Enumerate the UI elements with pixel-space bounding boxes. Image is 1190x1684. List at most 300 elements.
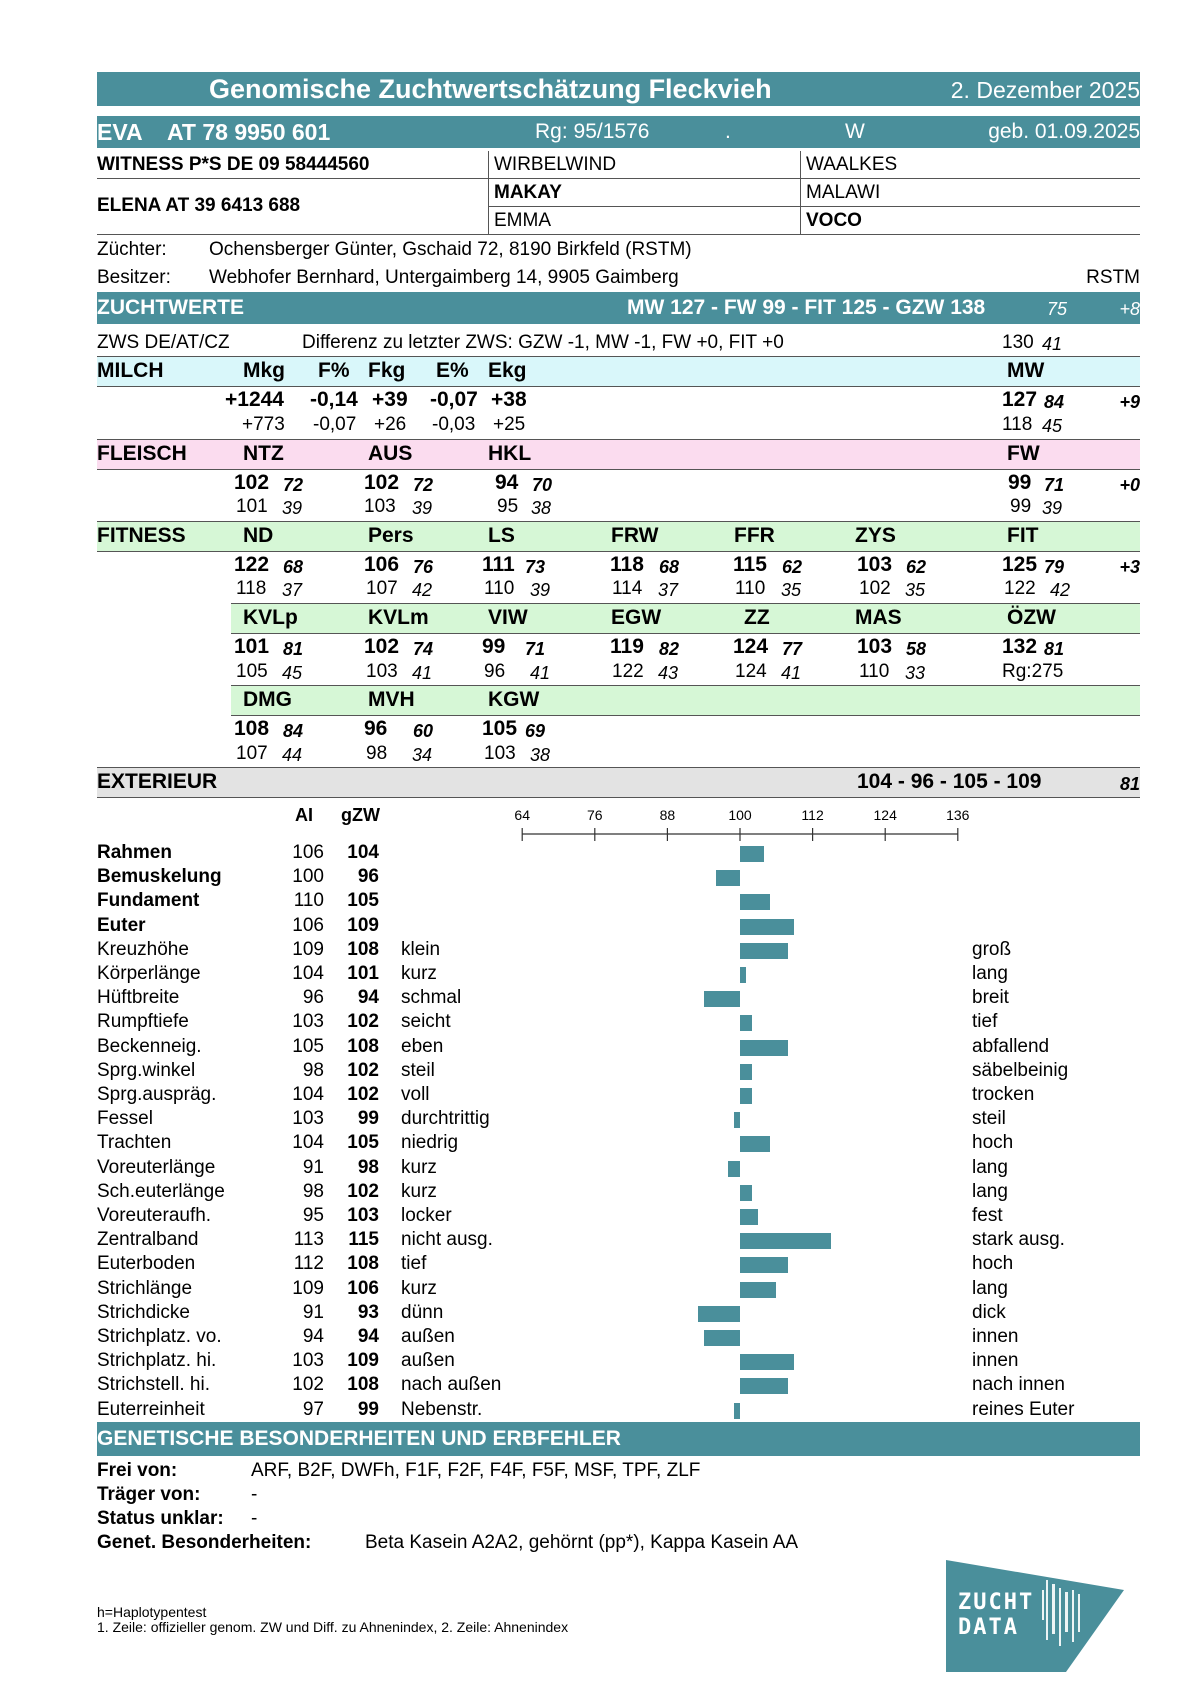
trait-high: innen bbox=[972, 1350, 1019, 1372]
fleisch-hkl-anc-rel: 38 bbox=[531, 498, 552, 518]
trait-high: steil bbox=[972, 1108, 1006, 1130]
fleisch-h-fw: FW bbox=[1007, 442, 1040, 465]
fitness-h-zz: ZZ bbox=[744, 606, 770, 629]
zws-diff: Differenz zu letzter ZWS: GZW -1, MW -1, FW +0, FIT +0 bbox=[302, 332, 784, 353]
ls: 111 bbox=[482, 553, 515, 576]
trait-ai: 113 bbox=[293, 1229, 324, 1251]
nd: 122 bbox=[234, 553, 270, 576]
trait-name: Rahmen bbox=[97, 842, 172, 863]
trait-gzw: 105 bbox=[347, 890, 379, 912]
fleisch-hkl: 94 bbox=[495, 471, 519, 494]
zys: 103 bbox=[857, 553, 893, 576]
trait-low: kurz bbox=[401, 1277, 437, 1299]
frw-rel: 68 bbox=[659, 557, 680, 577]
fleisch-hkl-rel: 70 bbox=[532, 475, 553, 495]
fitness-h-zys: ZYS bbox=[855, 524, 896, 547]
milch-fp-anc: -0,07 bbox=[313, 414, 357, 435]
trait-gzw: 94 bbox=[357, 987, 379, 1009]
fleisch-aus-anc-rel: 39 bbox=[412, 498, 433, 518]
trait-name: Kreuzhöhe bbox=[97, 938, 189, 960]
milch-h-ekg: Ekg bbox=[488, 359, 527, 382]
owner-org: RSTM bbox=[1086, 267, 1140, 288]
zw-rel: 75 bbox=[1047, 299, 1068, 319]
milch-h-fp: F% bbox=[318, 359, 350, 382]
trait-bar bbox=[740, 1257, 788, 1273]
trait-ai: 109 bbox=[292, 1277, 324, 1299]
trait-ai: 96 bbox=[302, 987, 324, 1009]
fleisch-h-hkl: HKL bbox=[488, 442, 532, 465]
ffr-anc-rel: 35 bbox=[781, 580, 802, 600]
trait-gzw: 93 bbox=[357, 1301, 379, 1323]
trait-bar bbox=[740, 1282, 776, 1298]
trait-name: Strichplatz. hi. bbox=[97, 1350, 217, 1372]
mvh-anc-rel: 34 bbox=[412, 745, 433, 765]
trait-gzw: 104 bbox=[347, 842, 379, 863]
trait-bar bbox=[740, 967, 746, 983]
trait-ai: 112 bbox=[293, 1253, 324, 1275]
zys-anc: 102 bbox=[859, 578, 891, 599]
trait-low: außen bbox=[401, 1326, 455, 1347]
kvlm-rel: 74 bbox=[413, 639, 434, 659]
trait-ai: 104 bbox=[292, 1084, 324, 1105]
milch-h-fkg: Fkg bbox=[368, 359, 406, 382]
trait-name: Zentralband bbox=[97, 1229, 199, 1251]
trait-low: dünn bbox=[401, 1301, 444, 1323]
pers: 106 bbox=[364, 553, 400, 576]
fit-rel: 79 bbox=[1044, 557, 1065, 577]
zw-summary: MW 127 - FW 99 - FIT 125 - GZW 138 bbox=[627, 296, 986, 319]
fleisch-h-ntz: NTZ bbox=[243, 442, 284, 465]
kgw: 105 bbox=[482, 717, 518, 740]
trait-name: Rumpftiefe bbox=[97, 1011, 189, 1033]
trait-gzw: 103 bbox=[347, 1205, 379, 1226]
trait-high: groß bbox=[972, 938, 1012, 960]
scale-tick-label: 136 bbox=[946, 807, 970, 823]
trait-high: dick bbox=[972, 1301, 1006, 1323]
trait-high: abfallend bbox=[972, 1035, 1050, 1057]
trait-gzw: 99 bbox=[357, 1108, 379, 1130]
unclear-value: - bbox=[251, 1508, 258, 1529]
carrier-label: Träger von: bbox=[97, 1484, 201, 1505]
mas: 103 bbox=[857, 635, 893, 658]
trait-ai: 110 bbox=[293, 890, 324, 912]
zw-diff: +8 bbox=[1119, 299, 1140, 319]
trait-bar bbox=[740, 1040, 788, 1056]
owner-label: Besitzer: bbox=[97, 267, 171, 288]
trait-bar bbox=[734, 1112, 740, 1128]
trait-bar bbox=[740, 1378, 788, 1394]
scale-tick-label: 64 bbox=[514, 807, 530, 823]
fitness-h-egw: EGW bbox=[611, 606, 662, 629]
dmg-rel: 84 bbox=[283, 721, 304, 741]
trait-high: stark ausg. bbox=[972, 1229, 1065, 1251]
trait-high: hoch bbox=[972, 1253, 1014, 1275]
dam-sire-dam: EMMA bbox=[494, 210, 551, 231]
milch-mw: 127 bbox=[1002, 388, 1038, 411]
trait-high: fest bbox=[972, 1205, 1003, 1226]
milch-mw-anc-rel: 45 bbox=[1042, 416, 1063, 436]
dam-dam-sire: VOCO bbox=[806, 210, 862, 231]
trait-low: außen bbox=[401, 1350, 455, 1372]
trait-ai: 104 bbox=[292, 963, 324, 984]
trait-bar bbox=[734, 1403, 740, 1419]
zws-ancestor: 130 bbox=[1002, 332, 1034, 353]
fitness-h-mas: MAS bbox=[855, 606, 902, 629]
ls-anc: 110 bbox=[484, 578, 515, 599]
fitness-h-dmg: DMG bbox=[243, 688, 292, 711]
trait-name: Strichstell. hi. bbox=[97, 1374, 210, 1396]
mvh-anc: 98 bbox=[366, 743, 388, 764]
scale-tick-label: 112 bbox=[801, 807, 824, 823]
trait-high: lang bbox=[972, 963, 1008, 984]
trait-high: tief bbox=[972, 1011, 998, 1033]
kvlp: 101 bbox=[234, 635, 270, 658]
trait-low: nach außen bbox=[401, 1374, 502, 1396]
zys-rel: 62 bbox=[906, 557, 927, 577]
trait-name: Voreuterlänge bbox=[97, 1156, 216, 1178]
fitness-h-kgw: KGW bbox=[488, 688, 540, 711]
viw-rel: 71 bbox=[525, 639, 546, 659]
zw-title: ZUCHTWERTE bbox=[97, 296, 244, 319]
fleisch-aus: 102 bbox=[364, 471, 400, 494]
trait-gzw: 102 bbox=[347, 1180, 379, 1202]
ffr-rel: 62 bbox=[782, 557, 803, 577]
sire-sire: WIRBELWIND bbox=[494, 154, 617, 175]
trait-low: schmal bbox=[401, 987, 462, 1009]
milch-mkg: +1244 bbox=[225, 388, 284, 411]
mas-anc-rel: 33 bbox=[905, 663, 926, 683]
ozw-rel: 81 bbox=[1044, 639, 1065, 659]
mvh: 96 bbox=[364, 717, 388, 740]
kgw-anc: 103 bbox=[484, 743, 516, 764]
milch-ekg: +38 bbox=[491, 388, 527, 411]
fitness-h-nd: ND bbox=[243, 524, 274, 547]
zws-ancestor-rel: 41 bbox=[1042, 334, 1063, 354]
trait-high: lang bbox=[972, 1156, 1008, 1178]
trait-name: Trachten bbox=[97, 1132, 172, 1154]
nd-rel: 68 bbox=[283, 557, 304, 577]
trait-ai: 103 bbox=[292, 1011, 324, 1033]
fit-anc-rel: 42 bbox=[1050, 580, 1071, 600]
fleisch-fw-anc-rel: 39 bbox=[1042, 498, 1063, 518]
kvlp-anc-rel: 45 bbox=[282, 663, 303, 683]
trait-high: säbelbeinig bbox=[972, 1059, 1069, 1081]
kvlm-anc-rel: 41 bbox=[412, 663, 433, 683]
trait-name: Hüftbreite bbox=[97, 987, 180, 1009]
trait-name: Strichplatz. vo. bbox=[97, 1326, 222, 1347]
special-value: Beta Kasein A2A2, gehörnt (pp*), Kappa Kasein AA bbox=[365, 1532, 799, 1553]
fitness-h-frw: FRW bbox=[611, 524, 659, 547]
kvlp-anc: 105 bbox=[236, 661, 268, 682]
fleisch-title: FLEISCH bbox=[97, 442, 187, 465]
dam-dam: MALAWI bbox=[806, 182, 881, 203]
trait-gzw: 106 bbox=[347, 1277, 379, 1299]
trait-gzw: 98 bbox=[357, 1156, 379, 1178]
scale-tick-label: 88 bbox=[659, 807, 676, 823]
animal-born: geb. 01.09.2025 bbox=[988, 120, 1140, 143]
dmg-anc-rel: 44 bbox=[282, 745, 303, 765]
free-value: ARF, B2F, DWFh, F1F, F2F, F4F, F5F, MSF, TPF, ZLF bbox=[251, 1460, 701, 1481]
animal-name: EVA bbox=[97, 119, 143, 145]
free-label: Frei von: bbox=[97, 1460, 178, 1481]
trait-low: seicht bbox=[401, 1011, 451, 1033]
zz: 124 bbox=[733, 635, 769, 658]
trait-gzw: 108 bbox=[347, 1253, 379, 1275]
trait-bar bbox=[704, 991, 740, 1007]
animal-sex: W bbox=[845, 120, 865, 143]
fleisch-h-aus: AUS bbox=[368, 442, 413, 465]
fit-diff: +3 bbox=[1119, 557, 1140, 577]
ozw-rank: Rg:275 bbox=[1002, 661, 1064, 682]
trait-gzw: 101 bbox=[347, 963, 379, 984]
exterieur-title: EXTERIEUR bbox=[97, 770, 218, 793]
animal-dot: . bbox=[725, 120, 731, 143]
trait-name: Euterreinheit bbox=[97, 1398, 205, 1420]
milch-ep-anc: -0,03 bbox=[432, 414, 476, 435]
trait-low: eben bbox=[401, 1035, 444, 1057]
trait-low: durchtrittig bbox=[401, 1108, 490, 1130]
egw-anc: 122 bbox=[612, 661, 644, 682]
trait-high: breit bbox=[972, 987, 1009, 1009]
frw-anc: 114 bbox=[612, 578, 643, 599]
frw: 118 bbox=[610, 553, 644, 576]
milch-ekg-anc: +25 bbox=[493, 414, 526, 435]
kvlp-rel: 81 bbox=[283, 639, 304, 659]
fleisch-aus-rel: 72 bbox=[413, 475, 434, 495]
fitness-title: FITNESS bbox=[97, 524, 186, 547]
footnote-1: h=Haplotypentest bbox=[97, 1604, 207, 1620]
zz-anc: 124 bbox=[735, 661, 767, 682]
trait-high: nach innen bbox=[972, 1374, 1065, 1396]
breeder-label: Züchter: bbox=[97, 239, 167, 260]
trait-name: Strichlänge bbox=[97, 1277, 193, 1299]
trait-low: Nebenstr. bbox=[401, 1398, 483, 1420]
fleisch-aus-anc: 103 bbox=[364, 496, 396, 517]
trait-bar bbox=[740, 1088, 752, 1104]
scale-tick-label: 100 bbox=[728, 807, 752, 823]
sire: WITNESS P*S DE 09 58444560 bbox=[97, 154, 370, 175]
trait-bar bbox=[728, 1161, 740, 1177]
pers-rel: 76 bbox=[413, 557, 434, 577]
page-title: Genomische Zuchtwertschätzung Fleckvieh bbox=[209, 74, 772, 104]
fitness-h-kvlm: KVLm bbox=[368, 606, 429, 629]
scale-tick-label: 76 bbox=[587, 807, 603, 823]
trait-name: Körperlänge bbox=[97, 963, 201, 984]
trait-gzw: 105 bbox=[347, 1132, 379, 1154]
pers-anc-rel: 42 bbox=[412, 580, 433, 600]
trait-high: lang bbox=[972, 1180, 1008, 1202]
trait-low: kurz bbox=[401, 963, 437, 984]
trait-name: Sprg.auspräg. bbox=[97, 1084, 217, 1105]
fleisch-ntz-anc: 101 bbox=[236, 496, 268, 517]
milch-mw-rel: 84 bbox=[1044, 392, 1065, 412]
trait-low: voll bbox=[401, 1084, 430, 1105]
exterieur-rel: 81 bbox=[1119, 774, 1140, 794]
fitness-h-viw: VIW bbox=[488, 606, 528, 629]
trait-ai: 109 bbox=[292, 938, 324, 960]
trait-low: klein bbox=[401, 938, 441, 960]
fitness-h-mvh: MVH bbox=[368, 688, 415, 711]
fitness-h-ozw: ÖZW bbox=[1007, 606, 1056, 629]
kgw-anc-rel: 38 bbox=[530, 745, 551, 765]
trait-gzw: 102 bbox=[347, 1084, 379, 1105]
zws-label: ZWS DE/AT/CZ bbox=[97, 332, 230, 353]
carrier-value: - bbox=[251, 1484, 258, 1505]
trait-ai: 103 bbox=[292, 1350, 324, 1372]
fitness-h-fit: FIT bbox=[1007, 524, 1039, 547]
trait-name: Bemuskelung bbox=[97, 866, 222, 888]
trait-low: kurz bbox=[401, 1180, 437, 1202]
trait-name: Fundament bbox=[97, 890, 200, 912]
genetic-band bbox=[97, 1422, 1140, 1456]
ls-anc-rel: 39 bbox=[530, 580, 551, 600]
milch-mw-diff: +9 bbox=[1119, 392, 1140, 412]
footnote-2: 1. Zeile: offizieller genom. ZW und Diff. zu Ahnenindex, 2. Zeile: Ahnenindex bbox=[97, 1619, 569, 1635]
trait-name: Sch.euterlänge bbox=[97, 1180, 225, 1202]
fitness-h-ls: LS bbox=[488, 524, 515, 547]
trait-bar bbox=[698, 1306, 740, 1322]
trait-bar bbox=[740, 1136, 770, 1152]
ozw: 132 bbox=[1002, 635, 1038, 658]
trait-gzw: 108 bbox=[347, 1035, 379, 1057]
sire-dam: WAALKES bbox=[806, 154, 898, 175]
animal-id: AT 78 9950 601 bbox=[167, 119, 331, 145]
trait-high: reines Euter bbox=[972, 1398, 1075, 1420]
trait-ai: 105 bbox=[292, 1035, 324, 1057]
breeder-value: Ochensberger Günter, Gschaid 72, 8190 Birkfeld (RSTM) bbox=[209, 239, 692, 260]
milch-fkg-anc: +26 bbox=[374, 414, 407, 435]
trait-bar bbox=[740, 943, 788, 959]
trait-ai: 100 bbox=[292, 866, 324, 888]
viw-anc: 96 bbox=[484, 661, 506, 682]
fit: 125 bbox=[1002, 553, 1038, 576]
trait-high: innen bbox=[972, 1326, 1019, 1347]
unclear-label: Status unklar: bbox=[97, 1508, 224, 1529]
trait-bar bbox=[740, 1209, 758, 1225]
trait-ai: 91 bbox=[302, 1301, 324, 1323]
ffr-anc: 110 bbox=[735, 578, 766, 599]
trait-low: kurz bbox=[401, 1156, 437, 1178]
trait-low: steil bbox=[401, 1059, 435, 1081]
trait-high: trocken bbox=[972, 1084, 1035, 1105]
milch-mw-anc: 118 bbox=[1002, 414, 1033, 435]
trait-name: Sprg.winkel bbox=[97, 1059, 196, 1081]
special-label: Genet. Besonderheiten: bbox=[97, 1532, 312, 1553]
milch-fkg: +39 bbox=[372, 388, 408, 411]
kvlm-anc: 103 bbox=[366, 661, 398, 682]
trait-ai: 98 bbox=[302, 1059, 324, 1081]
nd-anc: 118 bbox=[236, 578, 267, 599]
trait-bar bbox=[716, 870, 740, 886]
trait-name: Beckenneig. bbox=[97, 1035, 202, 1057]
milch-title: MILCH bbox=[97, 359, 164, 382]
pers-anc: 107 bbox=[366, 578, 398, 599]
trait-bar bbox=[740, 1015, 752, 1031]
trait-low: nicht ausg. bbox=[401, 1229, 493, 1251]
milch-fp: -0,14 bbox=[310, 388, 358, 411]
fleisch-fw: 99 bbox=[1008, 471, 1032, 494]
fleisch-fw-anc: 99 bbox=[1010, 496, 1032, 517]
trait-ai: 103 bbox=[292, 1108, 324, 1130]
milch-h-ep: E% bbox=[436, 359, 469, 382]
trait-ai: 104 bbox=[292, 1132, 324, 1154]
viw: 99 bbox=[482, 635, 506, 658]
trait-bar bbox=[740, 1233, 831, 1249]
trait-low: tief bbox=[401, 1253, 427, 1275]
zys-anc-rel: 35 bbox=[905, 580, 926, 600]
trait-name: Strichdicke bbox=[97, 1301, 190, 1323]
trait-gzw: 96 bbox=[357, 866, 379, 888]
trait-bar bbox=[740, 1064, 752, 1080]
trait-bar bbox=[740, 846, 764, 862]
trait-ai: 106 bbox=[292, 914, 324, 936]
trait-gzw: 109 bbox=[347, 1350, 379, 1372]
genetic-title: GENETISCHE BESONDERHEITEN UND ERBFEHLER bbox=[97, 1427, 621, 1450]
milch-ep: -0,07 bbox=[430, 388, 478, 411]
frw-anc-rel: 37 bbox=[658, 580, 679, 600]
trait-ai: 95 bbox=[302, 1205, 324, 1226]
trait-gzw: 94 bbox=[357, 1326, 379, 1347]
col-ai: AI bbox=[295, 805, 313, 825]
fleisch-fw-rel: 71 bbox=[1044, 475, 1065, 495]
mas-anc: 110 bbox=[859, 661, 890, 682]
report-date: 2. Dezember 2025 bbox=[950, 77, 1140, 103]
trait-gzw: 102 bbox=[347, 1011, 379, 1033]
kgw-rel: 69 bbox=[525, 721, 546, 741]
trait-bar bbox=[740, 894, 770, 910]
trait-low: niedrig bbox=[401, 1132, 459, 1154]
trait-name: Euter bbox=[97, 914, 146, 936]
logo-line1: ZUCHT bbox=[958, 1590, 1035, 1615]
zz-rel: 77 bbox=[782, 639, 803, 659]
trait-ai: 91 bbox=[302, 1156, 324, 1178]
trait-ai: 98 bbox=[302, 1180, 324, 1202]
trait-name: Euterboden bbox=[97, 1253, 196, 1275]
mas-rel: 58 bbox=[906, 639, 927, 659]
trait-name: Fessel bbox=[97, 1108, 153, 1130]
owner-value: Webhofer Bernhard, Untergaimberg 14, 9905 Gaimberg bbox=[209, 267, 679, 288]
dam: ELENA AT 39 6413 688 bbox=[97, 195, 301, 216]
scale-tick-label: 124 bbox=[873, 807, 897, 823]
trait-gzw: 115 bbox=[348, 1229, 379, 1251]
trait-gzw: 102 bbox=[347, 1059, 379, 1081]
dmg: 108 bbox=[234, 717, 270, 740]
milch-mkg-anc: +773 bbox=[242, 414, 285, 435]
trait-high: lang bbox=[972, 1277, 1008, 1299]
trait-low: locker bbox=[401, 1205, 452, 1226]
trait-gzw: 108 bbox=[347, 1374, 379, 1396]
logo-line2: DATA bbox=[958, 1615, 1019, 1640]
trait-ai: 102 bbox=[292, 1374, 324, 1396]
trait-ai: 94 bbox=[302, 1326, 324, 1347]
trait-ai: 106 bbox=[292, 842, 324, 863]
trait-bar bbox=[740, 1185, 752, 1201]
dam-sire: MAKAY bbox=[494, 182, 562, 203]
col-gzw: gZW bbox=[341, 805, 380, 825]
zz-anc-rel: 41 bbox=[781, 663, 802, 683]
zuchtdata-logo bbox=[946, 1560, 1124, 1672]
trait-gzw: 99 bbox=[357, 1398, 379, 1420]
fitness-h-pers: Pers bbox=[368, 524, 414, 547]
fit-anc: 122 bbox=[1004, 578, 1036, 599]
animal-rank: Rg: 95/1576 bbox=[535, 120, 650, 143]
trait-bar bbox=[740, 1354, 794, 1370]
milch-h-mkg: Mkg bbox=[243, 359, 285, 382]
dmg-anc: 107 bbox=[236, 743, 268, 764]
milch-h-mw: MW bbox=[1007, 359, 1045, 382]
nd-anc-rel: 37 bbox=[282, 580, 303, 600]
trait-high: hoch bbox=[972, 1132, 1014, 1154]
